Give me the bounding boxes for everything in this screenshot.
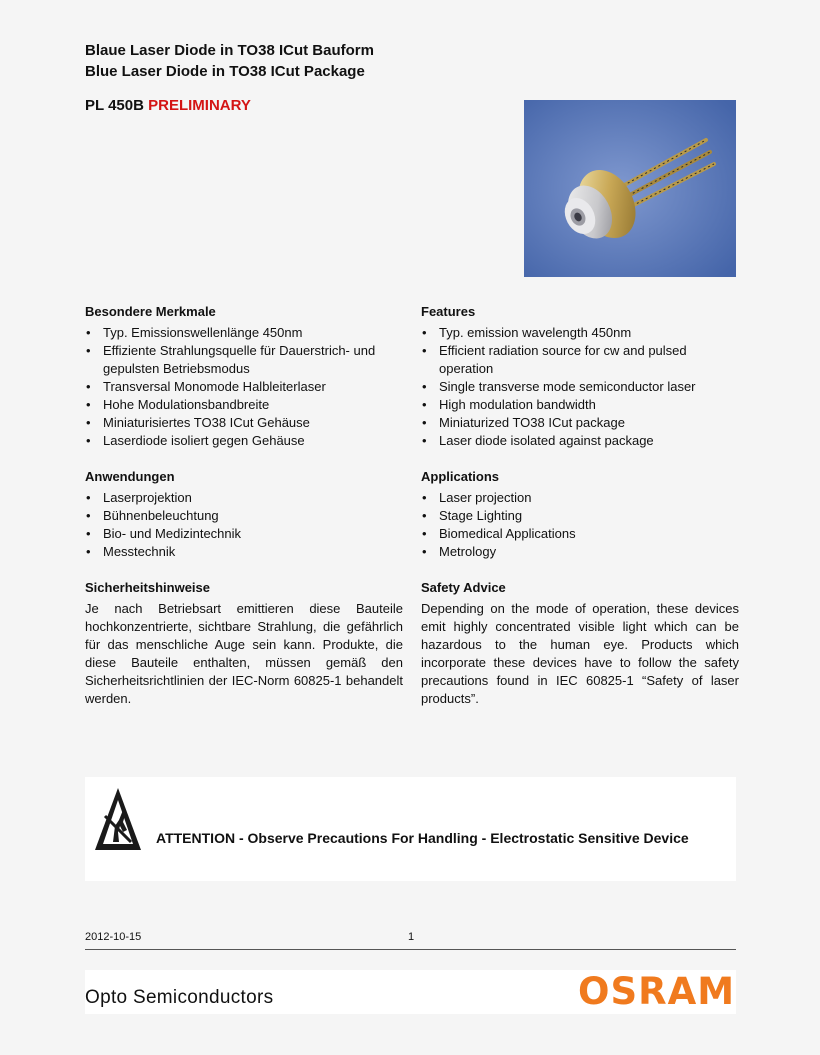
applications-list-en [421,489,739,561]
list-item: • Stage Lighting [421,507,739,525]
list-item: • Hohe Modulationsbandbreite [85,396,403,414]
list-item: • Typ. emission wavelength 450nm [421,324,739,342]
list-item: • Bühnenbeleuchtung [85,507,403,525]
status-label: PRELIMINARY [148,97,251,114]
safety-heading-de: Sicherheitshinweise [85,580,210,595]
applications-heading-en: Applications [421,469,500,484]
list-item: • Biomedical Applications [421,525,739,543]
list-item: • Effiziente Strahlungsquelle für Dauerstrich- und gepulsten Betriebsmodus [85,342,403,378]
title-english: Blue Laser Diode in TO38 ICut Package [85,63,365,80]
esd-attention-box [85,777,736,881]
features-heading-en: Features [421,304,476,319]
footer-divider [85,949,736,950]
list-item: • Messtechnik [85,543,403,561]
features-list-de [85,324,403,450]
safety-text-de: Je nach Betriebsart emittieren diese Bauteile hochkonzentrierte, sichtbare Strahlung, die gefährlich für das menschliche Auge sein kann. Produkte, die diese Bauteile enthalten, müssen gemäß den Sicherheitsrichtlinien der IEC-Norm 60825-1 behandelt werden. [85,601,403,706]
safety-text-en: Depending on the mode of operation, these devices emit highly concentrated visible light which can be hazardous to the human eye. Products which incorporate these devices have to follow the safety precautions found in IEC 60825-1 “Safety of laser products”. [421,601,739,706]
column-english [421,303,739,708]
division-name: Opto Semiconductors [85,987,274,1008]
title-german: Blaue Laser Diode in TO38 ICut Bauform [85,42,374,59]
list-item: • Laserdiode isoliert gegen Gehäuse [85,432,403,450]
features-list-en [421,324,739,450]
list-item: • Bio- und Medizintechnik [85,525,403,543]
features-heading-de: Besondere Merkmale [85,304,216,319]
laser-diode-package-photo [524,100,736,277]
list-item: • Metrology [421,543,739,561]
document-title [85,40,374,82]
list-item: • Single transverse mode semiconductor laser [421,378,739,396]
osram-logo: OSRAM [578,970,736,1013]
applications-list-de [85,489,403,561]
list-item: • Laserprojektion [85,489,403,507]
list-item: • Typ. Emissionswellenlänge 450nm [85,324,403,342]
list-item: • Transversal Monomode Halbleiterlaser [85,378,403,396]
esd-attention-text: ATTENTION - Observe Precautions For Handling - Electrostatic Sensitive Device [156,830,689,846]
list-item: • High modulation bandwidth [421,396,739,414]
list-item: • Miniaturisiertes TO38 ICut Gehäuse [85,414,403,432]
list-item: • Efficient radiation source for cw and pulsed operation [421,342,739,378]
part-number: PL 450B [85,97,144,114]
list-item: • Laser projection [421,489,739,507]
product-photo [524,100,736,277]
part-number-line [85,97,251,114]
page-number: 1 [408,931,415,943]
column-german [85,303,403,708]
list-item: • Laser diode isolated against package [421,432,739,450]
footer-date: 2012-10-15 [85,931,142,943]
list-item: • Miniaturized TO38 ICut package [421,414,739,432]
applications-heading-de: Anwendungen [85,469,175,484]
esd-warning-icon [93,786,143,852]
safety-heading-en: Safety Advice [421,580,506,595]
